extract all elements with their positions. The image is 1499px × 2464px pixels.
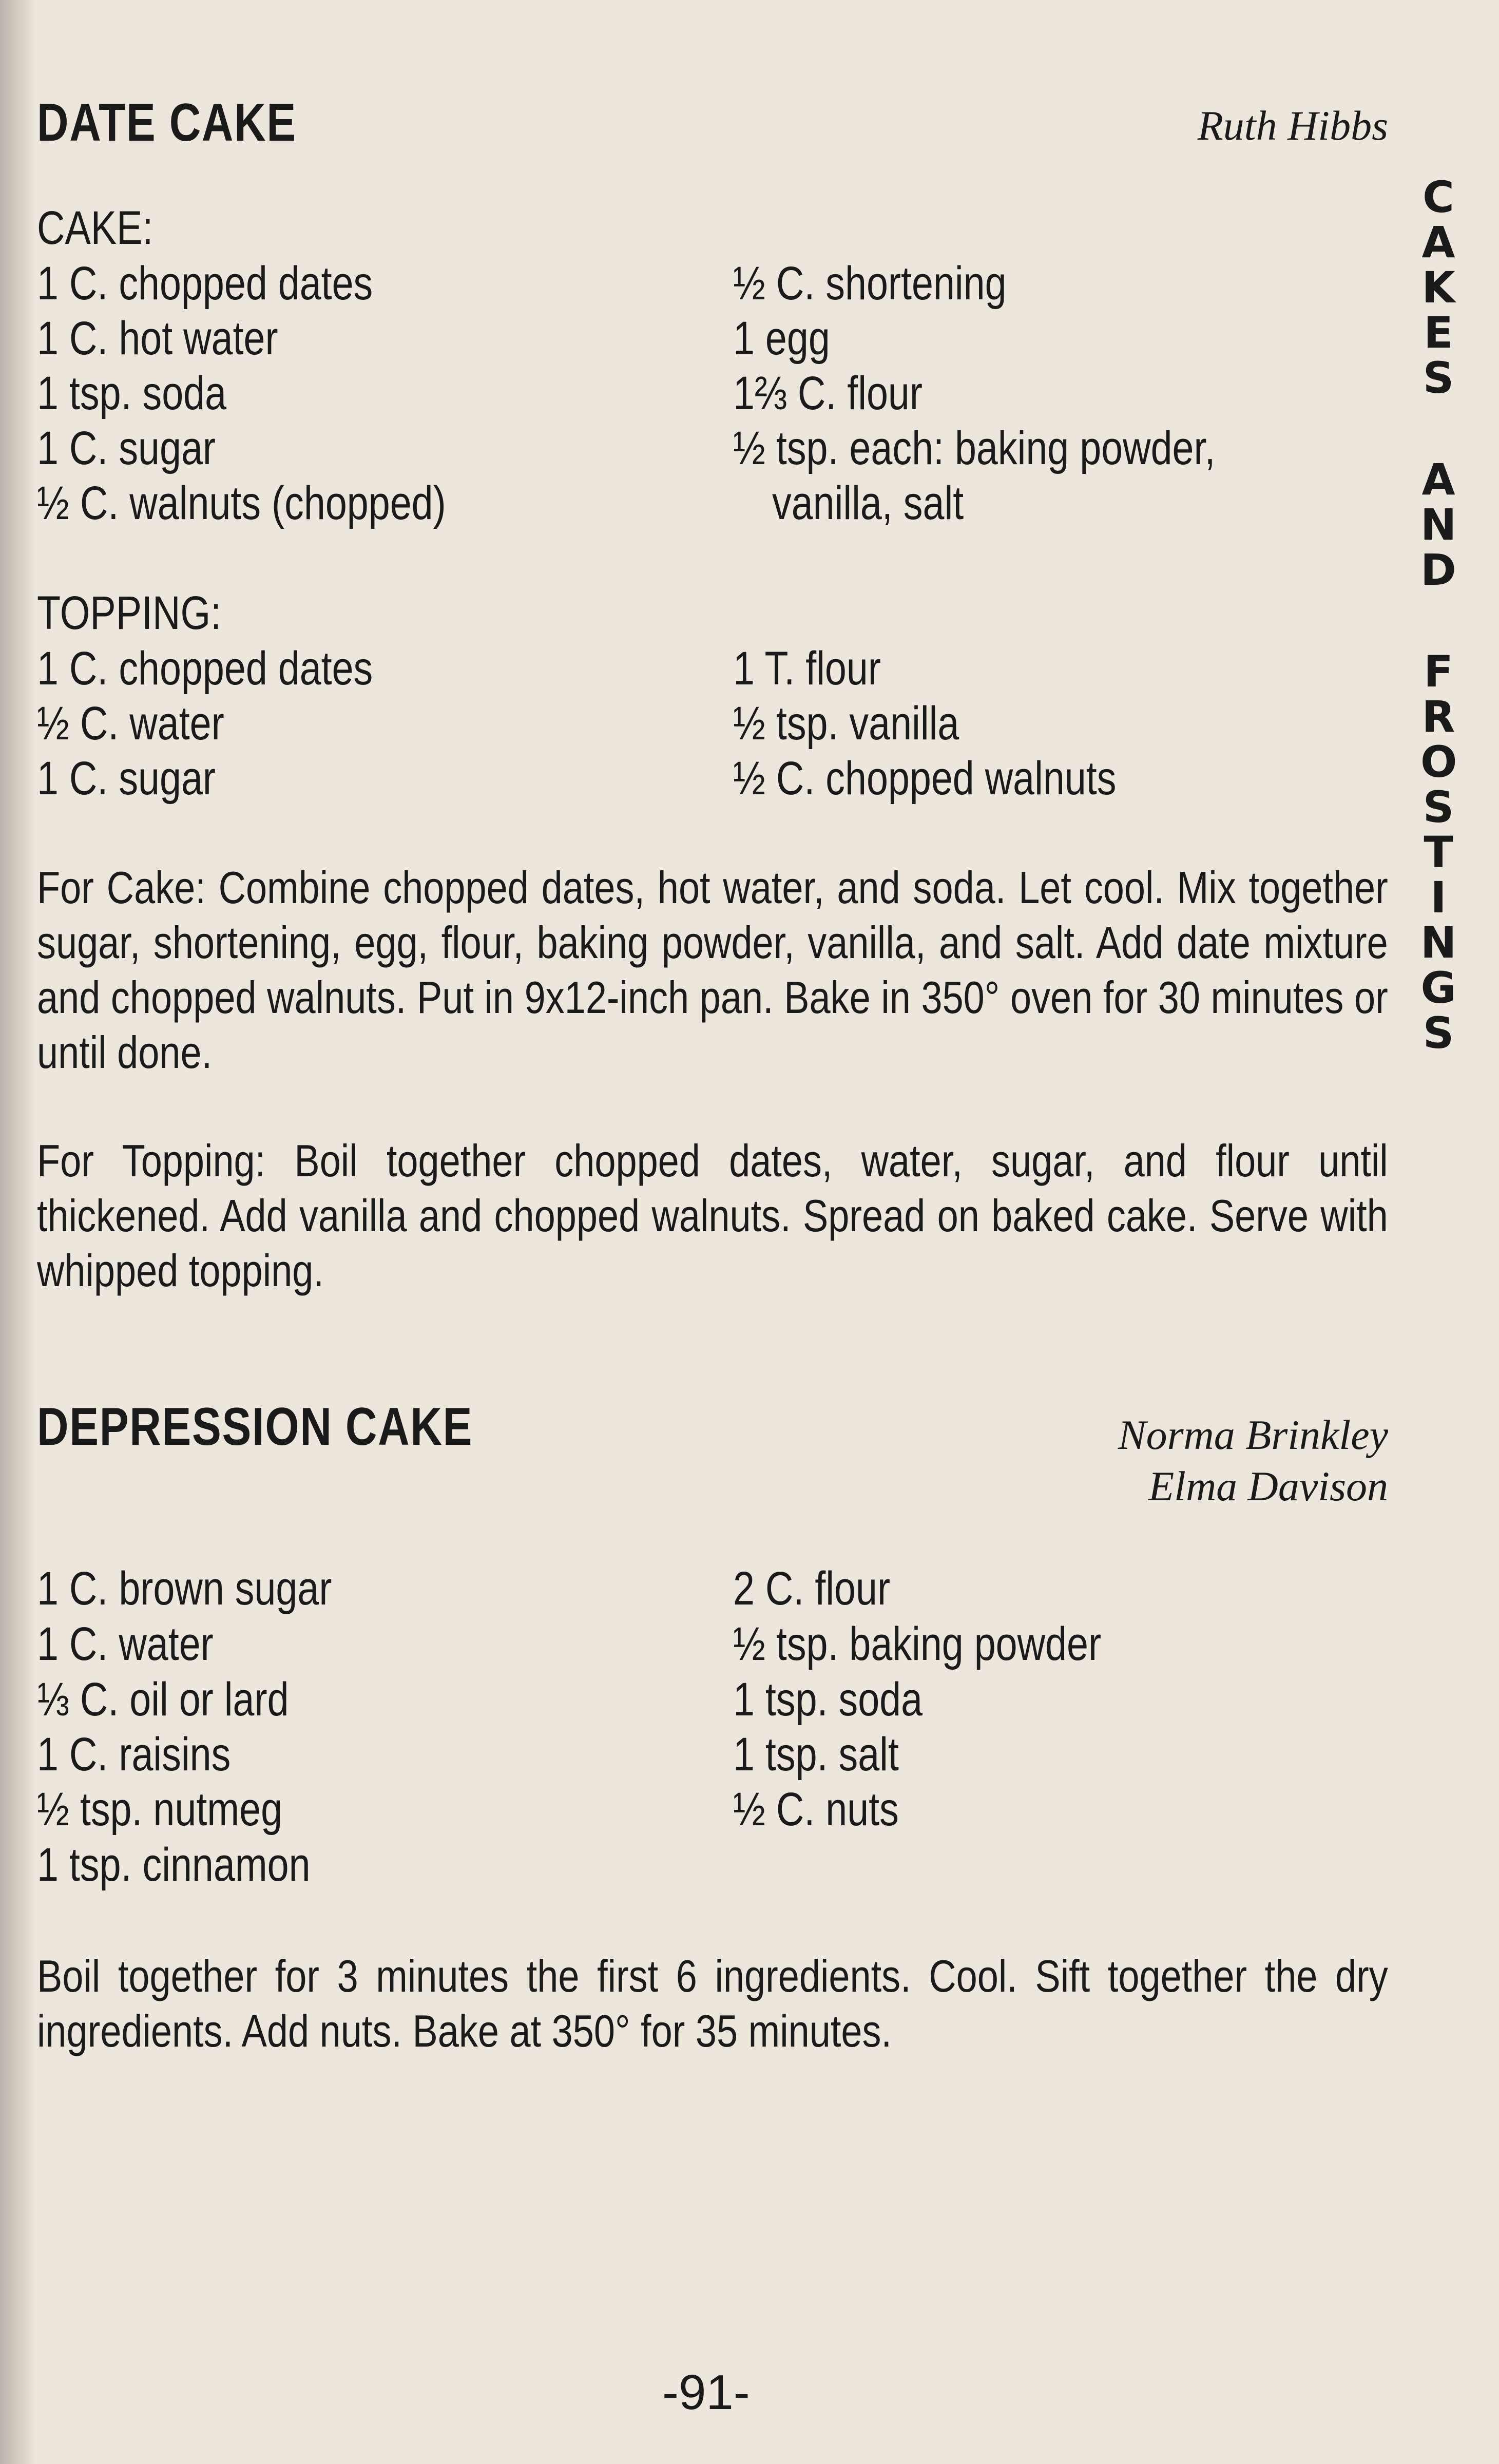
ingredient-line: ⅓ C. oil or lard bbox=[37, 1673, 289, 1726]
ingredient-line: 1 tsp. salt bbox=[733, 1728, 899, 1781]
ingredient-line: 1⅔ C. flour bbox=[733, 367, 923, 419]
ingredient-line: 1 C. chopped dates bbox=[37, 642, 373, 695]
ingredient-line: ½ tsp. vanilla bbox=[733, 697, 959, 750]
depression-cake-title: DEPRESSION CAKE bbox=[37, 1397, 473, 1457]
ingredient-line: 1 C. hot water bbox=[37, 312, 278, 365]
section-side-tab bbox=[1408, 172, 1469, 1058]
ingredient-line: vanilla, salt bbox=[772, 477, 964, 529]
ingredient-line: ½ tsp. each: baking powder, bbox=[733, 422, 1216, 474]
depression-cake-author: Elma Davison bbox=[1148, 1463, 1388, 1510]
ingredient-line: 1 C. chopped dates bbox=[37, 257, 373, 310]
ingredient-line: ½ C. shortening bbox=[733, 257, 1007, 310]
topping-label: TOPPING: bbox=[37, 587, 222, 639]
ingredient-line: ½ tsp. baking powder bbox=[733, 1618, 1102, 1670]
date-cake-title: DATE CAKE bbox=[37, 93, 297, 152]
side-tab-word: FROSTINGS bbox=[1420, 646, 1457, 1058]
ingredient-line: ½ tsp. nutmeg bbox=[37, 1783, 283, 1836]
ingredient-line: ½ C. chopped walnuts bbox=[733, 752, 1117, 805]
ingredient-line: ½ C. walnuts (chopped) bbox=[37, 477, 446, 529]
date-cake-directions-topping: For Topping: Boil together chopped dates, water, sugar, and flour until thickened. Add vanilla and chopped walnuts. Spread on baked cake. Serve with whipped topping. bbox=[37, 1135, 1388, 1296]
side-tab-word: CAKES bbox=[1421, 172, 1455, 403]
ingredient-line: 1 T. flour bbox=[733, 642, 881, 695]
date-cake-directions-cake: For Cake: Combine chopped dates, hot water, and soda. Let cool. Mix together sugar, shortening, egg, flour, baking powder, vanilla, and salt. Add date mixture and chopped walnuts. Put in 9x12-inch pan. Bake in 350° oven for 30 minutes or until done. bbox=[37, 862, 1388, 1078]
ingredient-line: 2 C. flour bbox=[733, 1562, 891, 1615]
page-number: -91- bbox=[662, 2365, 750, 2420]
date-cake-author: Ruth Hibbs bbox=[1197, 102, 1388, 149]
ingredient-line: 1 C. sugar bbox=[37, 752, 216, 805]
cake-label: CAKE: bbox=[37, 202, 153, 254]
ingredient-line: 1 C. water bbox=[37, 1618, 214, 1670]
ingredient-line: 1 tsp. soda bbox=[733, 1673, 923, 1726]
ingredient-line: ½ C. water bbox=[37, 697, 224, 750]
ingredient-line: ½ C. nuts bbox=[733, 1783, 899, 1836]
ingredient-line: 1 tsp. soda bbox=[37, 367, 227, 419]
side-tab-word: AND bbox=[1420, 454, 1457, 595]
ingredient-line: 1 C. brown sugar bbox=[37, 1562, 332, 1615]
ingredient-line: 1 C. raisins bbox=[37, 1728, 231, 1781]
ingredient-line: 1 egg bbox=[733, 312, 830, 365]
depression-cake-author: Norma Brinkley bbox=[1118, 1411, 1388, 1458]
depression-cake-directions: Boil together for 3 minutes the first 6 ingredients. Cool. Sift together the dry ingredients. Add nuts. Bake at 350° for 35 minutes. bbox=[37, 1951, 1388, 2056]
ingredient-line: 1 C. sugar bbox=[37, 422, 216, 474]
ingredient-line: 1 tsp. cinnamon bbox=[37, 1839, 311, 1891]
